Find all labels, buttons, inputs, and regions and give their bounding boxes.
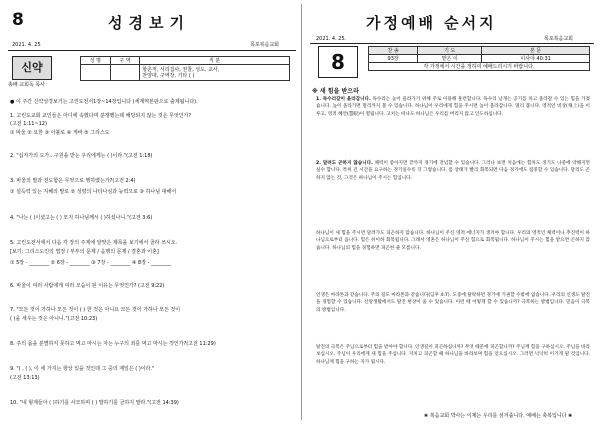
table-header-district: 구 역 (110, 57, 140, 65)
role-options[interactable]: 항존직, 서리집사, 권찰, 성도, 교사, 찬양대, 구역장, 기타 ( ) (140, 65, 290, 81)
quiz-church: 목포복음교회 (250, 42, 279, 48)
point-1-body: 독수리는 높이 올라가기 위해 주로 이용해 훈련합니다. 독수리 날개는 공기를 차고 올라갈 수 있는 힘을 가졌습니다. 높이 올라가면 멀리까지 볼 수 있습니다. 하나님이 우리에게 힘을 주시면 높이 올라갑니다. 멀리 봅니다. 영적인 비상(飛上)을 이루고, 영적 혜안(慧眼)이 열립니다. 고치는 떠나도 하나님은 우리를 버리지 않고 인도하십니다. (316, 97, 590, 117)
question-6: 6. 바울이 여러 사람에게 여러 모습이 된 이유는 무엇인가? (고전 9:22) (10, 283, 165, 289)
question-8: 8. 주의 몸을 분별하지 못하고 먹고 마시는 자는 누구의 죄를 먹고 마시는 것인가?(고전 11:29) (10, 341, 216, 347)
point-1-heading: 1. 독수리같이 올라갑니다. (316, 97, 371, 102)
table-header-role: 직 분 (140, 57, 290, 65)
question-5: 5. 고린도전서에서 다음 각 장의 주제에 알맞은 제목을 보기에서 골라 쓰시오. (10, 240, 178, 246)
question-1-ref: (고전 1:11~12) (10, 121, 47, 127)
hymn-value: 93장 (369, 55, 418, 63)
question-5-options: [보기: 그리스도인의 법정 / 부부의 문제 / 음행의 문제 / 결혼과 이혼] (10, 249, 159, 255)
respondent-info-table (80, 56, 290, 81)
sermon-paragraph-4: 인생은 마라톤과 같습니다. 주의 길도 마라톤과 같습니다(딤후 4:7). 도중에 탈락하면 경기에 기권할 수밖에 없습니다. 우리의 인생도 탈진을 경험할 수 있습니다. 신앙생활에서도 탈진 현상이 올 수 있습니다. 이런 때 어떻게 할 수 있습니까? 극복하는 방법입니다. 믿음이 극복의 방법입니다. (316, 293, 590, 313)
question-1: 1. 고린도교회 교인들은 아디에 속했다며 분쟁했는데 해당되지 않는 것은 무엇인가? (10, 113, 192, 119)
quiz-number: 8 (12, 10, 24, 30)
sermon-point-2 (316, 160, 590, 182)
question-3-choices: ① 설득력 있는 지혜의 말로 ② 성령의 나타나심과 능력으로 ③ 하나님 대해서 (10, 189, 177, 195)
table-header-name: 성 명 (81, 57, 111, 65)
point-2-body: 체력이 좋아지면 끝까지 경기에 전념할 수 있습니다. 그러나 보면 처음에는 힘차도 경기도 나중에 약해지면 실수 합니다. 특히 긴 시간을 요구하는 경기일수록 더 그렇습니다. 몸 상태가 빨리 회복되면 다음 경기에도 집중할 수 있습니다. 달리도 곤하지 않는 것, 그것은 하나님이 주시는 힘입니다. (316, 161, 590, 181)
new-testament-badge: 신약 (12, 56, 52, 80)
question-4: 4. "나는 ( )이셨고는 ( ) 모지 하나님께서 ( )하셨나니."(고전 3:6) (10, 215, 153, 221)
question-7: 7. "모든 것이 가하나 모든 것이 ( ) 한 것은 아니요 모든 것이 가하나 모든 것이 (10, 307, 181, 313)
question-5-answers: ① 5장 - ________ ② 6장 - ________ ③ 7장 - ________ ④ 8장 - ________ (10, 260, 172, 266)
table-header-prayer: 기 도 (418, 47, 482, 55)
question-9-ref: (고전 13:13) (10, 375, 40, 381)
worship-footer: ❀ 복음교회 박사는 이제는 우리를 섬겨줍니다. 예배는 축복입니다 ❀ (424, 413, 573, 419)
quiz-intro: ● 이 주간 신약성경보기는 고린도전서1장~14장입니다 (세계역본판으로 출제됩니다). (10, 99, 198, 105)
question-9: 9. "( , ( ), 이 세 가지는 항상 있을 것인데 그 중의 제일은 ( )이라." (10, 366, 155, 372)
page-divider (301, 4, 302, 420)
district-cell[interactable] (110, 65, 140, 81)
question-1-choices: ① 바울 ② 요한 ③ 아볼로 ④ 게바 ⑤ 그리스도 (10, 130, 110, 136)
quiz-date: 2021. 4. 25 (12, 42, 41, 48)
worship-number: 8 (318, 46, 358, 78)
sermon-paragraph-5: 탈진의 극복은 주님으로부터 힘을 받아야 합니다. 인생길이 피곤하십니까? 무엇 때문에 피곤합니까? 주님께 힘을 구하십시오. 주님을 바라보십시오. 주님이 우리에게 새 힘을 주십니다. 지치고 피곤할 때 하나님을 바라보며 힘을 얻으십시오. 그러면 넉넉히 이기게 될 것입니다. 하나님께 힘을 구하는 자가 됩시다. (316, 345, 590, 365)
sermon-paragraph-3: 하나님이 새 힘을 주시면 달려가도 피곤하지 않습니다. 하나님이 주신 영적 에너지가 생겨야 합니다. 우리의 영적인 체력이나 추진력이 하나님으로부터 옵니다. 힘은 쉬이하 회복됩니다. 그래서 영혼은 하나님이 주신 힘으로 회복됩니다. 하나님이 주시는 힘을 받으면 곤하지 않습니다. 하나님의 힘을 경험하면 피곤한 줄 모릅니다. (316, 231, 590, 251)
family-worship-panel (304, 0, 600, 424)
worship-notice: 각 가정에서 시간을 정하여 예배드리시기 바랍니다. (369, 63, 590, 71)
worship-church: 목포복음교회 (544, 36, 573, 42)
question-10: 10. "내 형제들아 ( )하기를 사모하며 ( ) 말하기를 금하지 말라."(고전 14:39) (10, 400, 179, 406)
worship-date: 2021. 4. 25. (316, 36, 347, 42)
worship-title: 가정예배 순서지 (366, 14, 497, 32)
quiz-title: 성경보기 (108, 14, 190, 32)
question-7-cont: ( )을 세우는 것은 아니니."(고전 10:23) (10, 316, 98, 322)
point-2-heading: 2. 달려도 곤하지 않습니다. (316, 161, 373, 166)
badge-subtitle: 총배 교회독 목사 (8, 82, 45, 88)
sermon-title: ※ 새 힘을 받으라 (312, 88, 359, 95)
table-header-text: 본 문 (482, 47, 590, 55)
table-header-hymn: 찬 송 (369, 47, 418, 55)
name-cell[interactable] (81, 65, 111, 81)
worship-order-table (368, 46, 590, 71)
question-2: 2. "십자가의 도가...구원을 받는 우리에게는 ( )이라."(고전 1:18) (10, 153, 153, 159)
question-3: 3. 바울의 말과 전도함은 무엇으로 행하였는가?(고전 2:4) (10, 178, 136, 184)
scripture-value: 이사야 40:31 (482, 55, 590, 63)
prayer-value: 맡은 이 (418, 55, 482, 63)
sermon-point-1 (316, 96, 590, 118)
